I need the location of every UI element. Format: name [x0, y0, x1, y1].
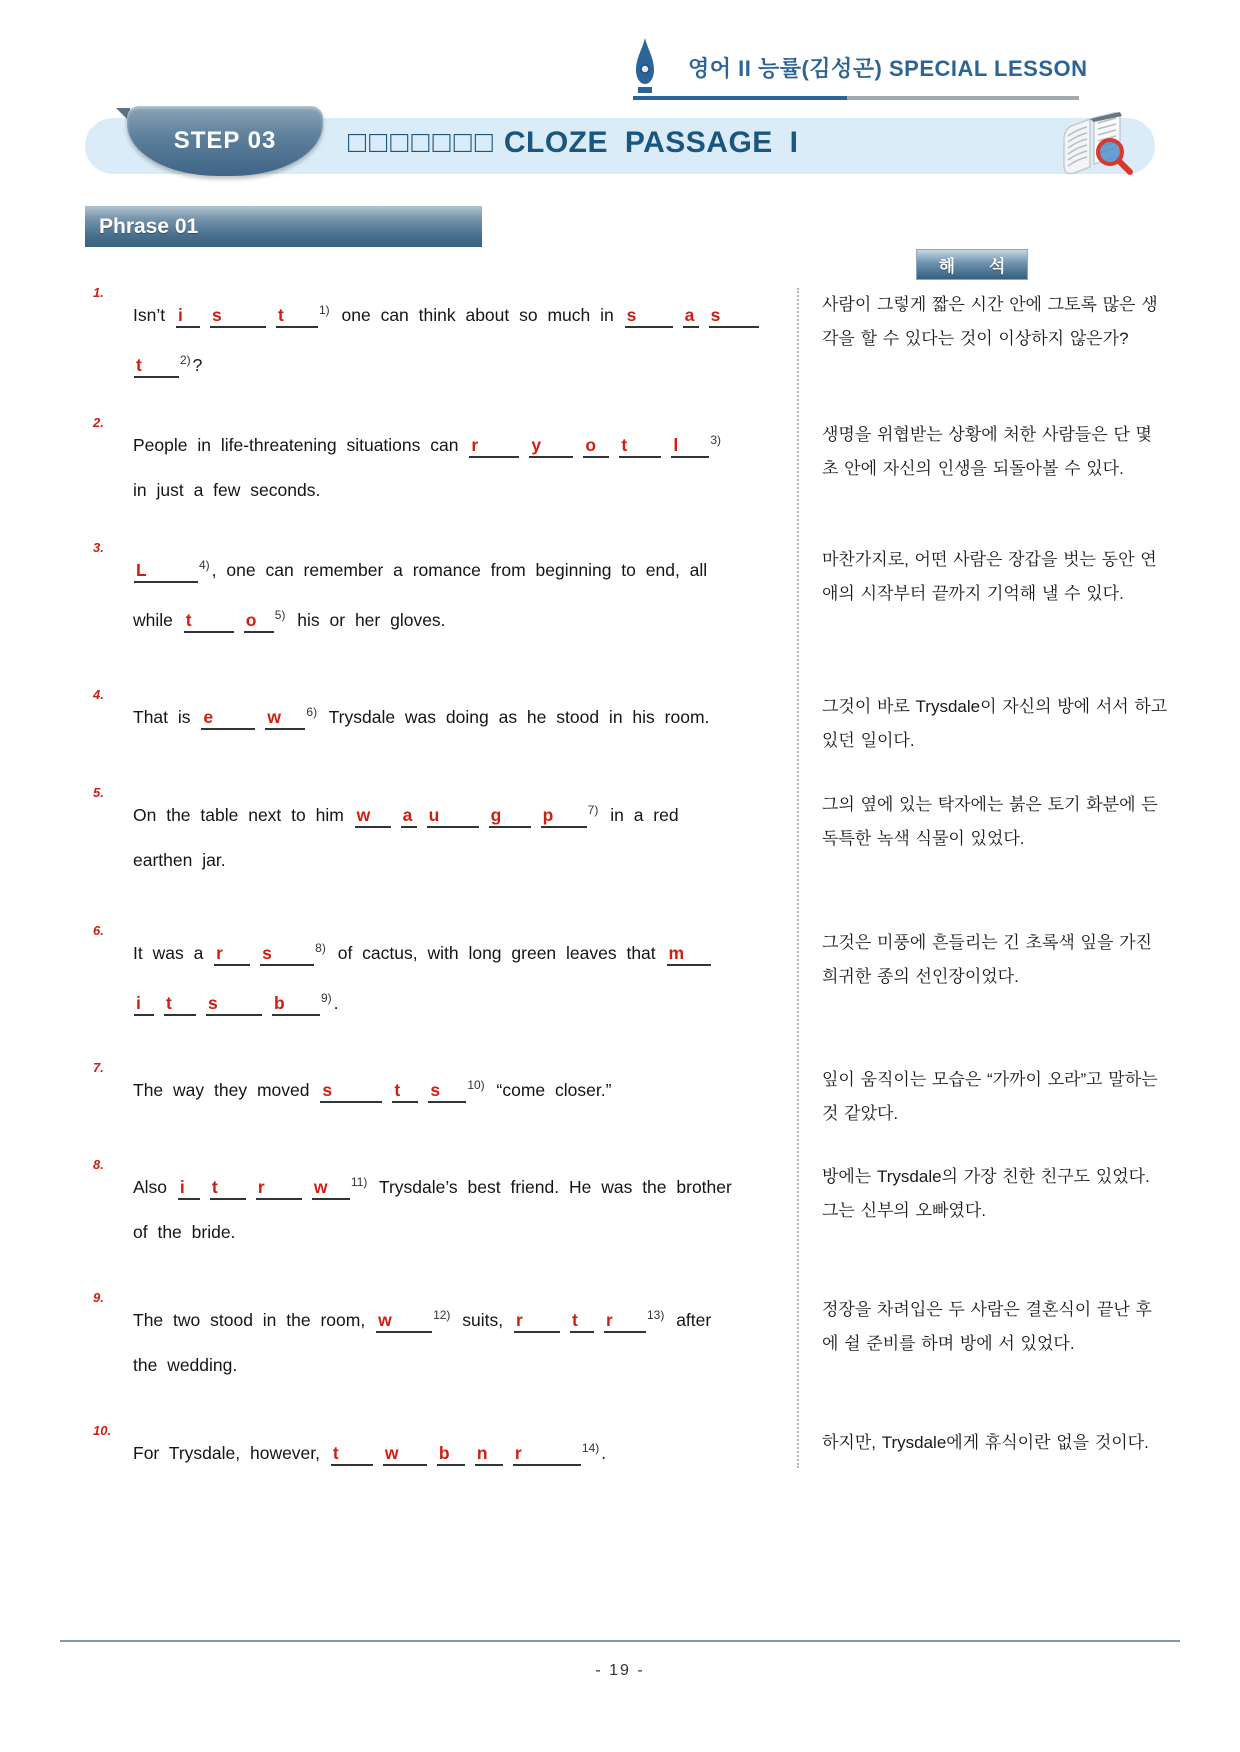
cloze-blank: i	[178, 1177, 200, 1200]
korean-translation: 그의 옆에 있는 탁자에는 붉은 토기 화분에 든 독특한 녹색 식물이 있었다.	[822, 795, 1158, 848]
cloze-blank: w	[376, 1310, 432, 1333]
korean-translation: 그것은 미풍에 흔들리는 긴 초록색 잎을 가진 희귀한 종의 선인장이었다.	[822, 933, 1152, 986]
item-number: 3.	[93, 540, 104, 555]
cloze-blank: t	[331, 1443, 373, 1466]
cloze-blank: l	[671, 435, 709, 458]
phrase-section-header: Phrase 01	[85, 206, 482, 247]
cloze-blank: u	[427, 805, 479, 828]
footnote-number: 1)	[318, 303, 330, 317]
cloze-blank: p	[541, 805, 587, 828]
cloze-blank: r	[514, 1310, 560, 1333]
cloze-blank: i	[176, 305, 200, 328]
cloze-blank: t	[392, 1080, 418, 1103]
item-number: 9.	[93, 1290, 104, 1305]
korean-translation: 생명을 위협받는 상황에 처한 사람들은 단 몇 초 안에 자신의 인생을 되돌아볼 수 있다.	[822, 425, 1152, 478]
cloze-blank: s	[428, 1080, 466, 1103]
footer-rule	[60, 1640, 1180, 1642]
cloze-blank: o	[244, 610, 274, 633]
item-number: 8.	[93, 1157, 104, 1172]
english-sentence: The way they moved s t s $^{10)}$ “come closer.”	[133, 1063, 795, 1113]
step-badge: STEP 03	[127, 106, 323, 176]
english-sentence: L $^{4)}$ , one can remember a romance from beginning to end, all while t o $^{5)}$ his or her gloves.	[133, 543, 795, 643]
cloze-blank: i	[134, 993, 154, 1016]
cloze-blank: s	[625, 305, 673, 328]
title-box-glyphs: □□□□□□□	[348, 126, 496, 159]
cloze-blank: b	[437, 1443, 465, 1466]
korean-translation: 그것이 바로 Trysdale이 자신의 방에 서서 하고 있던 일이다.	[822, 697, 1168, 750]
english-sentence: Isn’t i s t $^{1)}$ one can think about so much in s a s t $^{2)}$ ?	[133, 288, 795, 388]
cloze-blank: n	[475, 1443, 503, 1466]
footnote-number: 2)	[180, 352, 191, 367]
footnote-number: 5)	[274, 607, 286, 622]
cloze-blank: a	[683, 305, 699, 328]
title-text: CLOZE PASSAGE I	[503, 126, 799, 159]
cloze-blank: r	[256, 1177, 302, 1200]
footnote-number: 6)	[306, 705, 318, 719]
english-sentence: The two stood in the room, w $^{12)}$ suits, r t r $^{13)}$ after the wedding.	[133, 1308, 712, 1375]
footnote-number: 10)	[467, 1078, 485, 1092]
item-number: 10.	[93, 1423, 112, 1438]
english-sentence: That is e w $^{6)}$ Trysdale was doing as he stood in his room.	[133, 690, 795, 740]
item-number: 5.	[93, 785, 104, 800]
footnote-number: 11)	[350, 1175, 368, 1189]
cloze-blank: r	[513, 1443, 581, 1466]
section-title	[348, 126, 799, 160]
cloze-blank: w	[383, 1443, 427, 1466]
english-sentence: For Trysdale, however, t w b n r $^{14)}$ .	[133, 1426, 795, 1476]
cloze-blank: t	[619, 435, 661, 458]
cloze-blank: s	[320, 1080, 382, 1103]
cloze-blank: t	[184, 610, 234, 633]
footnote-number: 12)	[433, 1308, 451, 1322]
page-number: - 19 -	[595, 1662, 645, 1679]
cloze-blank: y	[529, 435, 573, 458]
footnote-number: 14)	[581, 1441, 600, 1455]
korean-translation: 하지만, Trysdale에게 휴식이란 없을 것이다.	[822, 1433, 1149, 1452]
header-rule	[633, 96, 1079, 100]
cloze-blank: L	[134, 560, 198, 583]
cloze-blank: w	[265, 707, 305, 730]
item-number: 2.	[93, 415, 104, 430]
footnote-number: 3)	[710, 433, 722, 447]
footnote-number: 7)	[587, 803, 599, 817]
cloze-blank: r	[469, 435, 519, 458]
translation-badge: 해 석	[916, 249, 1028, 280]
cloze-blank: r	[214, 943, 250, 966]
footnote-number: 9)	[321, 990, 332, 1005]
item-number: 6.	[93, 923, 104, 938]
item-number: 4.	[93, 687, 104, 702]
english-sentence: People in life-threatening situations can r y o t l $^{3)}$ in just a few seconds.	[133, 433, 722, 500]
cloze-blank: s	[260, 943, 314, 966]
cloze-blank: s	[206, 993, 262, 1016]
cloze-blank: t	[164, 993, 196, 1016]
cloze-blank: b	[272, 993, 320, 1016]
pen-nib-icon	[632, 38, 658, 101]
footnote-number: 8)	[315, 941, 326, 955]
course-title: 영어 II 능률(김성곤) SPECIAL LESSON	[688, 56, 1088, 81]
cloze-blank: g	[489, 805, 531, 828]
cloze-blank: r	[604, 1310, 646, 1333]
book-magnifier-icon	[1054, 110, 1138, 189]
cloze-blank: t	[570, 1310, 594, 1333]
cloze-blank: s	[210, 305, 266, 328]
footnote-number: 4)	[199, 558, 210, 572]
korean-translation: 방에는 Trysdale의 가장 친한 친구도 있었다. 그는 신부의 오빠였다.	[822, 1167, 1150, 1220]
cloze-blank: a	[401, 805, 417, 828]
korean-translation: 마찬가지로, 어떤 사람은 장갑을 벗는 동안 연애의 시작부터 끝까지 기억해 낼 수 있다.	[822, 550, 1157, 603]
cloze-blank: t	[276, 305, 318, 328]
column-divider	[797, 288, 799, 1468]
korean-translation: 정장을 차려입은 두 사람은 결혼식이 끝난 후에 쉴 준비를 하며 방에 서 있었다.	[822, 1300, 1152, 1353]
item-number: 1.	[93, 285, 104, 300]
cloze-blank: t	[134, 355, 179, 378]
cloze-blank: w	[312, 1177, 350, 1200]
cloze-blank: s	[709, 305, 759, 328]
korean-translation: 잎이 움직이는 모습은 “가까이 오라”고 말하는 것 같았다.	[822, 1070, 1158, 1123]
english-sentence: Also i t r w $^{11)}$ Trysdale’s best friend. He was the brother of the bride.	[133, 1175, 732, 1242]
cloze-blank: o	[583, 435, 609, 458]
footnote-number: 13)	[646, 1308, 665, 1322]
korean-translation: 사람이 그렇게 짧은 시간 안에 그토록 많은 생각을 할 수 있다는 것이 이상하지 않은가?	[822, 295, 1158, 348]
cloze-blank: m	[667, 943, 711, 966]
cloze-blank: e	[201, 707, 255, 730]
english-sentence: It was a r s $^{8)}$ of cactus, with long green leaves that m i t s b $^{9)}$ .	[133, 926, 795, 1026]
english-sentence: On the table next to him w a u g p $^{7)}$ in a red earthen jar.	[133, 803, 679, 870]
cloze-blank: w	[355, 805, 391, 828]
item-number: 7.	[93, 1060, 104, 1075]
cloze-blank: t	[210, 1177, 246, 1200]
